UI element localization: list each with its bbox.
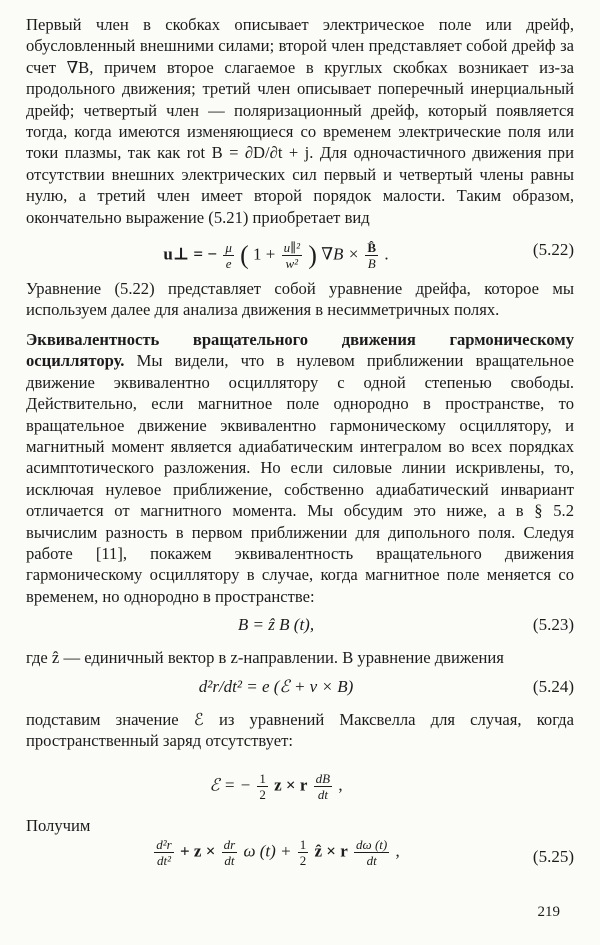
eq525-d2r: d²r [156, 836, 172, 852]
eqmax-db: dB [315, 771, 331, 787]
paragraph-obtain: Получим [26, 816, 91, 836]
eq522-bhat: B̂ [367, 240, 377, 256]
equation-5-24-body: d²r/dt² = e (ℰ + v × B) [198, 676, 354, 696]
eq522-frac-u-w [282, 240, 302, 271]
eq525-p1: + z × [179, 841, 216, 861]
eq525-dom: dω (t) [356, 836, 388, 852]
eq525-dt2b: dt [366, 852, 377, 868]
eq525-frac-dr [222, 837, 238, 868]
paragraph-oscillator [26, 329, 574, 607]
eq522-lhs: u⊥ = − [163, 244, 218, 264]
equation-number-5-24: (5.24) [532, 676, 574, 696]
paragraph-unit-vector: где ẑ — единичный вектор в z-направлении. В уравнение движения [26, 648, 504, 668]
equation-5-25-body [26, 837, 526, 868]
eq522-b: B [367, 256, 376, 272]
eq522-paren-open: ( [240, 240, 249, 270]
eq522-paren-close: ) [308, 240, 317, 270]
eqmax-lhs: ℰ = − [209, 775, 252, 795]
page-number: 219 [537, 904, 560, 920]
eq525-omega: ω (t) + [243, 841, 292, 861]
equation-5-25 [26, 837, 574, 893]
eq525-dt: dt [224, 852, 235, 868]
equation-5-23 [26, 607, 574, 647]
eqmax-mid: z × r [274, 775, 308, 795]
eq522-end: . [384, 244, 389, 264]
eq522-u2: u∥² [283, 240, 301, 256]
eq522-w2: w² [285, 256, 299, 272]
equation-5-22 [26, 228, 574, 278]
equation-5-23-body: B = ẑ B (t), [237, 615, 315, 635]
eqmax-frac-db-dt [314, 771, 332, 802]
eqmax-dt: dt [317, 787, 328, 803]
eq525-frac-half [298, 837, 309, 868]
equation-5-22-body [26, 240, 526, 271]
eq525-mid: ẑ × r [314, 841, 348, 861]
paragraph-oscillator-text: Мы видели, что в нулевом приближении вращательное движение эквивалентно осциллятору с одной степенью свободы. Действительно, если магнитное поле однородно в пространстве, то вращательное движение эквивалентно гармоническому осциллятору, и магнитный момент является адиабатическим интегралом во всех порядках асимптотического разложения. Но если силовые линии искривлены, то, исключая нулевое приближение, собственно адиабатический инвариант отличается от магнитного момента. Мы обсудим это ниже, а в § 5.2 вычислим разность в первом приближении для дипольного поля. Следуя работе [11], покажем эквивалентность вращательного движения гармоническому осциллятору в случае, когда магнитное поле меняется со временем, но однородно в пространстве: [26, 351, 574, 606]
equation-number-5-23: (5.23) [532, 615, 574, 635]
page-body [26, 14, 574, 893]
eq525-dr: dr [223, 836, 236, 852]
equation-number-5-25: (5.25) [532, 846, 574, 866]
eqmax-end: , [338, 775, 343, 795]
eq522-one-plus: 1 + [253, 244, 276, 264]
equation-maxwell-body [26, 771, 526, 802]
eq522-mu: μ [225, 240, 232, 256]
eq525-one: 1 [299, 836, 307, 852]
equation-5-24 [26, 669, 574, 709]
spacer [26, 321, 574, 329]
eq525-frac-domega [354, 837, 389, 868]
eq525-end: , [395, 841, 400, 861]
section-heading-oscillator: Эквивалентность вращательного движения гармоническому осциллятору. [26, 329, 574, 371]
paragraph-drift-terms: Первый член в скобках описывает электрическое поле или дрейф, обусловленный внешними силами; второй член представляет собой дрейф за счет ∇B, причем второе слагаемое в круглых скобках возникает из-за продольного движения; третий член описывает поперечный инерциальный дрейф; четвертый член — поляризационный дрейф, который появляется тогда, когда имеются изменяющиеся со временем электрические поля или токи плазмы, так как rot B = ∂D/∂t + j. Для одночастичного движения при отсутствии внешних электрических сил первый и четвертый члены равны нулю, а третий член имеет второй порядок малости. Таким образом, окончательно выражение (5.21) приобретает вид [26, 15, 574, 227]
eq522-mid: ∇B × [321, 244, 360, 264]
paragraph-drift-equation-note: Уравнение (5.22) представляет собой уравнение дрейфа, которое мы используем далее для анализа движения в несимметричных полях. [26, 279, 574, 320]
equation-number-5-22: (5.22) [532, 240, 574, 260]
eq522-frac-mu-e [223, 240, 234, 271]
eq522-e: e [225, 256, 232, 272]
eqmax-two: 2 [259, 787, 266, 803]
equation-maxwell-field [26, 751, 574, 815]
eqmax-frac-half [257, 771, 268, 802]
eq525-two: 2 [299, 852, 307, 868]
eq522-frac-bhat-b [365, 240, 378, 271]
eq525-dt2: dt² [156, 852, 171, 868]
eq525-frac-d2r [154, 837, 173, 868]
paragraph-maxwell: подставим значение ℰ из уравнений Максвелла для случая, когда пространственный заряд отсутствует: [26, 709, 574, 750]
eqmax-one: 1 [259, 771, 266, 787]
